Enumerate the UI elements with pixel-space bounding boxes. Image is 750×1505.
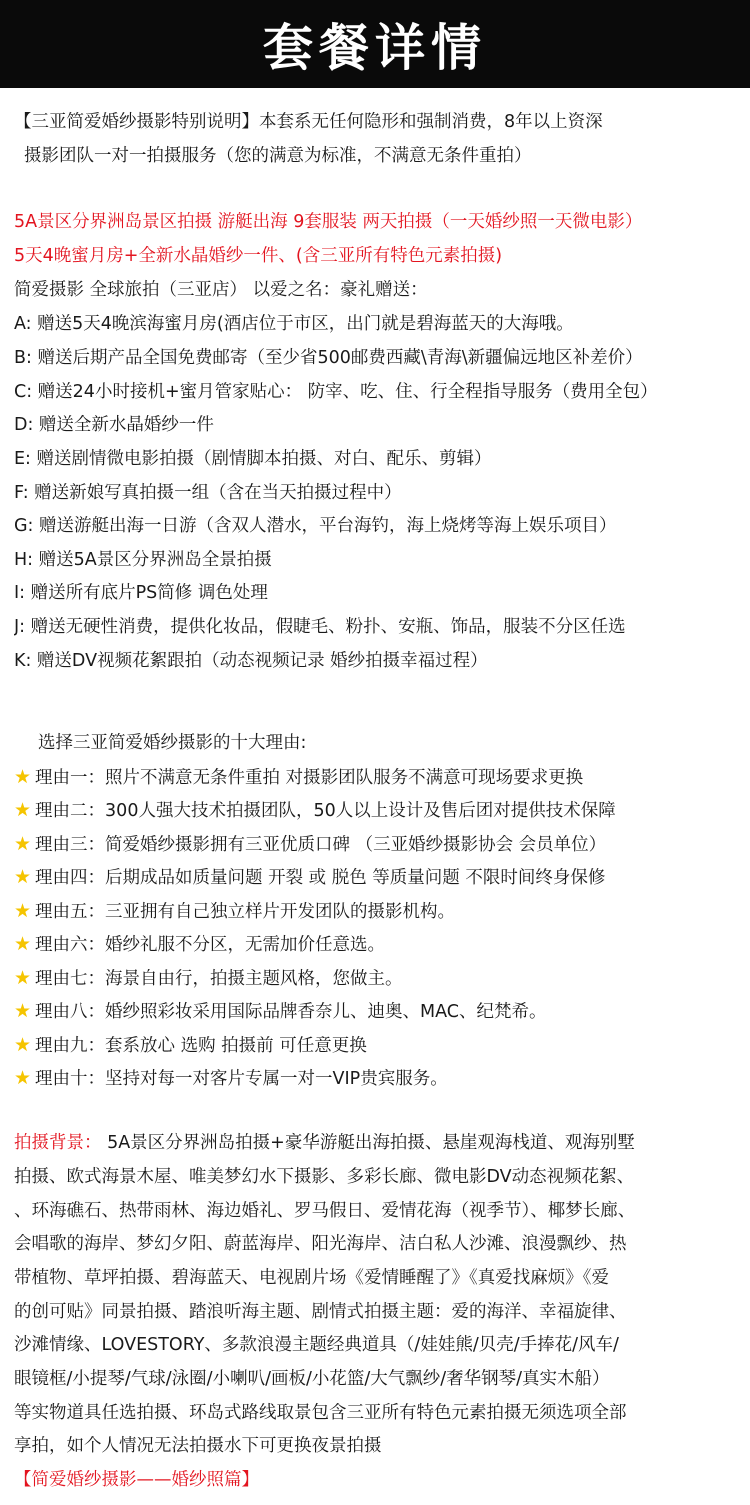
reason-text: 理由十：坚持对每一对客片专属一对一VIP贵宾服务。 — [35, 1069, 448, 1089]
gift-item: D: 赠送全新水晶婚纱一件 — [14, 415, 214, 435]
background-first-line — [14, 1127, 744, 1160]
reason-item — [14, 761, 744, 795]
gift-title: 简爱摄影 全球旅拍（三亚店） 以爱之名：豪礼赠送： — [14, 280, 428, 300]
intro-line-2: 摄影团队一对一拍摄服务（您的满意为标准，不满意无条件重拍） — [24, 146, 532, 166]
reason-item — [14, 895, 744, 929]
reason-item — [14, 794, 744, 828]
gift-item: H: 赠送5A景区分界洲岛全景拍摄 — [14, 550, 272, 570]
page-title: 套餐详情 — [263, 19, 487, 77]
gift-item: B: 赠送后期产品全国免费邮寄（至少省500邮费西藏\青海\新疆偏远地区补差价） — [14, 348, 643, 368]
gift-item: J: 赠送无硬性消费，提供化妆品，假睫毛、粉扑、安瓶、饰品，服装不分区任选 — [14, 617, 626, 637]
reason-item — [14, 828, 744, 862]
star-icon: ★ — [14, 766, 32, 788]
background-line: 眼镜框/小提琴/气球/泳圈/小喇叭/画板/小花篮/大气飘纱/奢华钢琴/真实木船） — [14, 1369, 610, 1389]
star-icon: ★ — [14, 900, 32, 922]
gift-item: I: 赠送所有底片PS简修 调色处理 — [14, 583, 268, 603]
gift-item: E: 赠送剧情微电影拍摄（剧情脚本拍摄、对白、配乐、剪辑） — [14, 449, 492, 469]
highlight-line-1: 5A景区分界洲岛景区拍摄 游艇出海 9套服装 两天拍摄（一天婚纱照一天微电影） — [14, 212, 643, 232]
gift-item: A: 赠送5天4晚滨海蜜月房(酒店位于市区，出门就是碧海蓝天的大海哦。 — [14, 314, 574, 334]
reason-text: 理由四：后期成品如质量问题 开裂 或 脱色 等质量问题 不限时间终身保修 — [35, 868, 606, 888]
gift-item: G: 赠送游艇出海一日游（含双人潜水，平台海钓，海上烧烤等海上娱乐项目） — [14, 516, 617, 536]
background-line: 等实物道具任选拍摄、环岛式路线取景包含三亚所有特色元素拍摄无须选项全部 — [14, 1403, 627, 1423]
reason-text: 理由二：300人强大技术拍摄团队，50人以上设计及售后团对提供技术保障 — [35, 801, 616, 821]
reason-item — [14, 962, 744, 996]
reason-item — [14, 928, 744, 962]
page-header — [0, 0, 750, 88]
intro-line-1: 【三亚简爱婚纱摄影特别说明】本套系无任何隐形和强制消费，8年以上资深 — [14, 112, 603, 132]
background-text: 5A景区分界洲岛拍摄+豪华游艇出海拍摄、悬崖观海栈道、观海别墅 — [101, 1133, 635, 1153]
background-line: 沙滩情缘、LOVESTORY、多款浪漫主题经典道具（/娃娃熊/贝壳/手捧花/风车/ — [14, 1335, 619, 1355]
reason-item — [14, 1029, 744, 1063]
highlight-line-2: 5天4晚蜜月房+全新水晶婚纱一件、(含三亚所有特色元素拍摄) — [14, 246, 503, 266]
star-icon: ★ — [14, 1000, 32, 1022]
background-line: 会唱歌的海岸、梦幻夕阳、蔚蓝海岸、阳光海岸、洁白私人沙滩、浪漫飘纱、热 — [14, 1234, 627, 1254]
star-icon: ★ — [14, 933, 32, 955]
star-icon: ★ — [14, 967, 32, 989]
star-icon: ★ — [14, 1067, 32, 1089]
reason-text: 理由八：婚纱照彩妆采用国际品牌香奈儿、迪奥、MAC、纪梵希。 — [35, 1002, 547, 1022]
star-icon: ★ — [14, 833, 32, 855]
star-icon: ★ — [14, 866, 32, 888]
reason-text: 理由七：海景自由行，拍摄主题风格，您做主。 — [35, 969, 403, 989]
star-icon: ★ — [14, 799, 32, 821]
gift-item: C: 赠送24小时接机+蜜月管家贴心： 防宰、吃、住、行全程指导服务（费用全包） — [14, 382, 658, 402]
star-icon: ★ — [14, 1034, 32, 1056]
reason-item — [14, 861, 744, 895]
reason-text: 理由五：三亚拥有自己独立样片开发团队的摄影机构。 — [35, 902, 456, 922]
reason-text: 理由三：简爱婚纱摄影拥有三亚优质口碑 （三亚婚纱摄影协会 会员单位） — [35, 835, 607, 855]
footer-title: 【简爱婚纱摄影——婚纱照篇】 — [14, 1470, 259, 1490]
reason-item — [14, 1062, 744, 1096]
reasons-title: 选择三亚简爱婚纱摄影的十大理由: — [38, 733, 307, 753]
reason-text: 理由九：套系放心 选购 拍摄前 可任意更换 — [35, 1036, 367, 1056]
background-line: 享拍，如个人情况无法拍摄水下可更换夜景拍摄 — [14, 1436, 382, 1456]
background-line: 带植物、草坪拍摄、碧海蓝天、电视剧片场《爱情睡醒了》《真爱找麻烦》《爱 — [14, 1268, 609, 1288]
reason-item — [14, 995, 744, 1029]
gift-item: F: 赠送新娘写真拍摄一组（含在当天拍摄过程中） — [14, 483, 402, 503]
reason-text: 理由一：照片不满意无条件重拍 对摄影团队服务不满意可现场要求更换 — [35, 768, 584, 788]
reason-text: 理由六：婚纱礼服不分区，无需加价任意选。 — [35, 935, 386, 955]
background-label: 拍摄背景： — [14, 1133, 102, 1153]
background-line: 的创可贴》同景拍摄、踏浪听海主题、剧情式拍摄主题：爱的海洋、幸福旋律、 — [14, 1302, 627, 1322]
gift-item: K: 赠送DV视频花絮跟拍（动态视频记录 婚纱拍摄幸福过程） — [14, 651, 488, 671]
background-line: 、环海礁石、热带雨林、海边婚礼、罗马假日、爱情花海（视季节）、椰梦长廊、 — [14, 1201, 636, 1221]
background-line: 拍摄、欧式海景木屋、唯美梦幻水下摄影、多彩长廊、微电影DV动态视频花絮、 — [14, 1167, 635, 1187]
